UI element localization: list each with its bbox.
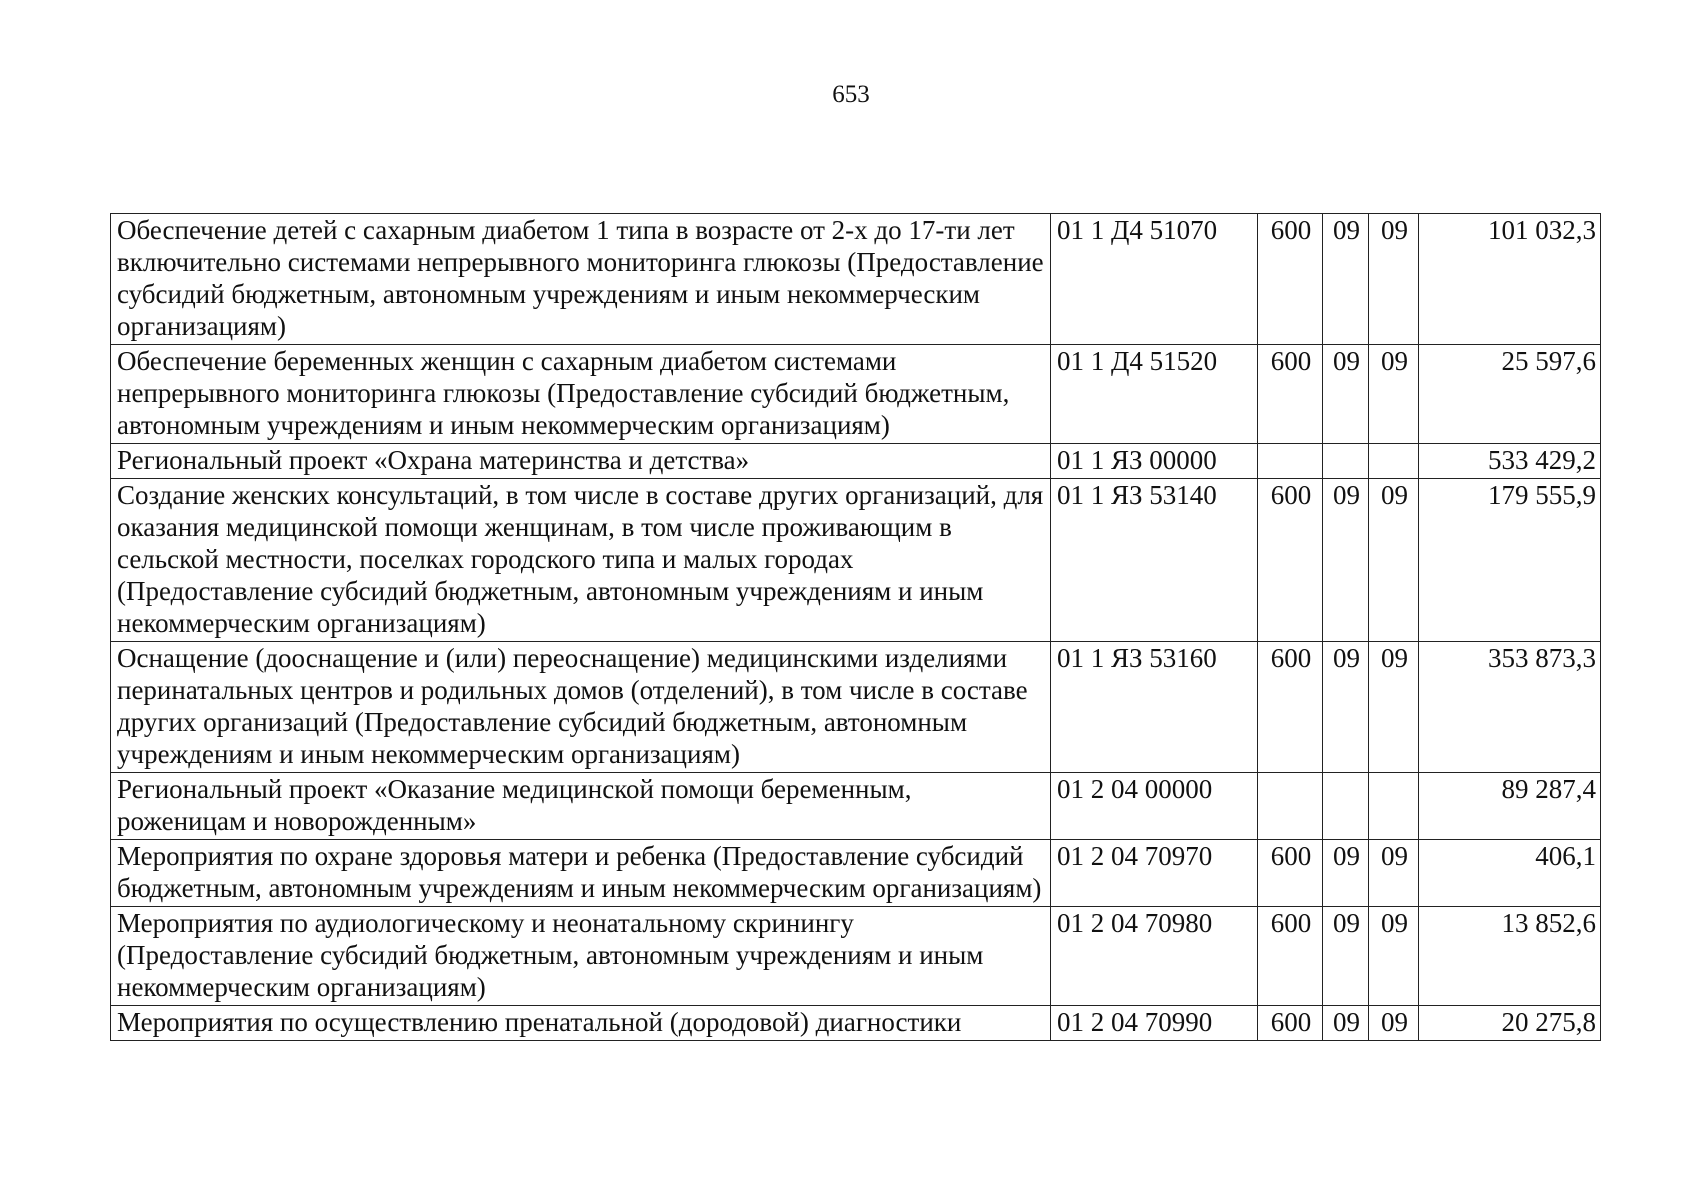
row-subsection: 09 — [1369, 214, 1419, 345]
row-code: 01 2 04 70970 — [1051, 840, 1258, 907]
row-amount: 89 287,4 — [1419, 773, 1601, 840]
row-section: 09 — [1323, 345, 1369, 444]
budget-table — [110, 213, 1601, 1041]
table-row — [111, 479, 1601, 642]
row-expense-type — [1258, 773, 1323, 840]
row-expense-type: 600 — [1258, 1006, 1323, 1041]
row-code: 01 1 Д4 51070 — [1051, 214, 1258, 345]
row-amount: 406,1 — [1419, 840, 1601, 907]
row-code: 01 1 ЯЗ 53140 — [1051, 479, 1258, 642]
table-row — [111, 773, 1601, 840]
row-amount: 20 275,8 — [1419, 1006, 1601, 1041]
row-code: 01 2 04 70990 — [1051, 1006, 1258, 1041]
row-expense-type: 600 — [1258, 642, 1323, 773]
row-name: Мероприятия по осуществлению пренатальной (дородовой) диагностики — [111, 1006, 1051, 1041]
row-expense-type — [1258, 444, 1323, 479]
row-section: 09 — [1323, 214, 1369, 345]
row-subsection: 09 — [1369, 907, 1419, 1006]
row-subsection — [1369, 444, 1419, 479]
row-code: 01 1 ЯЗ 00000 — [1051, 444, 1258, 479]
row-subsection: 09 — [1369, 479, 1419, 642]
row-amount: 533 429,2 — [1419, 444, 1601, 479]
row-section — [1323, 773, 1369, 840]
row-expense-type: 600 — [1258, 214, 1323, 345]
row-code: 01 1 Д4 51520 — [1051, 345, 1258, 444]
row-amount: 13 852,6 — [1419, 907, 1601, 1006]
row-name: Мероприятия по охране здоровья матери и ребенка (Предоставление субсидий бюджетным, автономным учреждениям и иным некоммерческим организациям) — [111, 840, 1051, 907]
row-expense-type: 600 — [1258, 907, 1323, 1006]
row-name: Создание женских консультаций, в том числе в составе других организаций, для оказания медицинской помощи женщинам, в том числе проживающим в сельской местности, поселках городского типа и малых городах (Предоставление субсидий бюджетным, автономным учреждениям и иным некоммерческим организациям) — [111, 479, 1051, 642]
row-section — [1323, 444, 1369, 479]
row-code: 01 1 ЯЗ 53160 — [1051, 642, 1258, 773]
row-expense-type: 600 — [1258, 345, 1323, 444]
row-section: 09 — [1323, 840, 1369, 907]
row-name: Обеспечение беременных женщин с сахарным диабетом системами непрерывного мониторинга глюкозы (Предоставление субсидий бюджетным, автономным учреждениям и иным некоммерческим организациям) — [111, 345, 1051, 444]
table-row — [111, 840, 1601, 907]
row-expense-type: 600 — [1258, 479, 1323, 642]
table-row — [111, 907, 1601, 1006]
table-row — [111, 214, 1601, 345]
row-subsection — [1369, 773, 1419, 840]
row-section: 09 — [1323, 642, 1369, 773]
row-subsection: 09 — [1369, 642, 1419, 773]
table-row — [111, 642, 1601, 773]
row-name: Обеспечение детей с сахарным диабетом 1 типа в возрасте от 2-х до 17-ти лет включительно системами непрерывного мониторинга глюкозы (Предоставление субсидий бюджетным, автономным учреждениям и иным некоммерческим организациям) — [111, 214, 1051, 345]
row-amount: 101 032,3 — [1419, 214, 1601, 345]
row-name: Региональный проект «Оказание медицинской помощи беременным, роженицам и новорожденным» — [111, 773, 1051, 840]
row-amount: 25 597,6 — [1419, 345, 1601, 444]
row-subsection: 09 — [1369, 1006, 1419, 1041]
row-amount: 353 873,3 — [1419, 642, 1601, 773]
row-expense-type: 600 — [1258, 840, 1323, 907]
row-name: Региональный проект «Охрана материнства и детства» — [111, 444, 1051, 479]
table-row — [111, 345, 1601, 444]
row-subsection: 09 — [1369, 345, 1419, 444]
row-subsection: 09 — [1369, 840, 1419, 907]
row-section: 09 — [1323, 479, 1369, 642]
page-number: 653 — [832, 81, 870, 108]
row-amount: 179 555,9 — [1419, 479, 1601, 642]
row-code: 01 2 04 70980 — [1051, 907, 1258, 1006]
row-section: 09 — [1323, 1006, 1369, 1041]
row-code: 01 2 04 00000 — [1051, 773, 1258, 840]
row-section: 09 — [1323, 907, 1369, 1006]
row-name: Мероприятия по аудиологическому и неонатальному скринингу (Предоставление субсидий бюджетным, автономным учреждениям и иным некоммерческим организациям) — [111, 907, 1051, 1006]
table-row — [111, 444, 1601, 479]
row-name: Оснащение (дооснащение и (или) переоснащение) медицинскими изделиями перинатальных центров и родильных домов (отделений), в том числе в составе других организаций (Предоставление субсидий бюджетным, автономным учреждениям и иным некоммерческим организациям) — [111, 642, 1051, 773]
table-row — [111, 1006, 1601, 1041]
